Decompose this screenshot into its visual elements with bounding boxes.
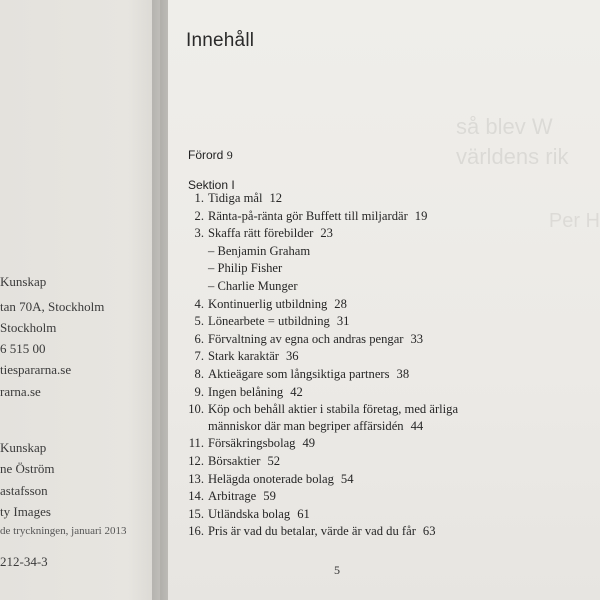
- toc-entry-page: 59: [263, 489, 276, 504]
- toc-entry-page: 28: [334, 296, 347, 311]
- toc-entry: [168, 367, 588, 385]
- left-line-5: tiespararna.se: [0, 362, 72, 377]
- toc-entry-title-text: Aktieägare som långsiktiga partners: [208, 366, 390, 381]
- toc-entry-title-text: Börsaktier: [208, 453, 261, 468]
- toc-entry-title: [208, 226, 333, 241]
- toc-entry-title: [208, 314, 349, 329]
- toc-entry: [168, 349, 588, 367]
- left-line-11: de tryckningen, januari 2013: [0, 525, 127, 537]
- toc-entry-title-text: – Philip Fisher: [208, 261, 283, 276]
- foreword-entry: [188, 148, 233, 163]
- page-title: Innehåll: [186, 30, 255, 51]
- toc-entry-title: [208, 402, 465, 417]
- left-line-10: ty Images: [0, 504, 51, 519]
- toc-entry-number: 10.: [188, 402, 204, 417]
- toc-entry-title-text: Försäkringsbolag: [208, 436, 296, 451]
- toc-entry-page: 12: [269, 191, 283, 205]
- toc-entry-title-text: Förvaltning av egna och andras pengar: [208, 331, 404, 346]
- toc-entry-number: 16.: [188, 524, 204, 539]
- toc-entry-number: 2.: [194, 208, 204, 223]
- toc-entry-number: 1.: [194, 191, 204, 205]
- toc-entry-title-text: Arbitrage: [208, 489, 257, 504]
- bleed-through-text: [456, 112, 600, 172]
- toc-entry: [168, 279, 588, 297]
- toc-entry-title-text: Helägda onoterade bolag: [208, 471, 334, 486]
- toc-entry-page: 44: [410, 418, 424, 433]
- toc-entry-title-text: – Charlie Munger: [208, 278, 298, 293]
- toc-entry-title-text: Tidiga mål: [208, 191, 263, 205]
- left-line-9: astafsson: [0, 483, 48, 498]
- toc-entry: [168, 454, 588, 472]
- toc-entry: [168, 244, 588, 262]
- toc-entry: [168, 419, 588, 437]
- left-line-8: ne Öström: [0, 461, 55, 476]
- bleed-line-2: världens rik: [456, 144, 569, 169]
- foreword-label: Förord: [188, 148, 224, 162]
- toc-entry-page: 33: [410, 331, 424, 346]
- table-of-contents: [168, 191, 588, 542]
- toc-entry-page: 63: [422, 524, 436, 539]
- toc-entry: [168, 226, 588, 244]
- toc-entry-number: 12.: [188, 453, 204, 468]
- toc-entry-page: 19: [414, 208, 428, 223]
- toc-entry-title: [208, 507, 310, 522]
- toc-entry-title: [208, 454, 280, 469]
- toc-entry-number: 4.: [194, 296, 204, 311]
- left-line-6: rarna.se: [0, 384, 41, 399]
- toc-entry-title: [208, 279, 305, 294]
- toc-entry-title-text: Utländska bolag: [208, 506, 291, 521]
- toc-entry: [168, 191, 588, 209]
- toc-entry-number: 7.: [194, 349, 204, 364]
- section-heading: Sektion I: [188, 178, 235, 192]
- left-facing-page: [0, 0, 160, 600]
- toc-entry: [168, 402, 588, 419]
- left-line-12: 212-34-3: [0, 554, 48, 569]
- left-line-4: 6 515 00: [0, 341, 46, 356]
- toc-entry: [168, 472, 588, 490]
- toc-entry-page: 61: [297, 506, 310, 521]
- toc-entry-title: [208, 297, 347, 312]
- toc-entry-title: [208, 472, 353, 487]
- toc-entry-title: [208, 244, 317, 259]
- left-line-2: tan 70A, Stockholm: [0, 299, 105, 314]
- toc-entry: [168, 507, 588, 525]
- toc-entry: [168, 209, 588, 227]
- left-line-7: Kunskap: [0, 440, 47, 455]
- toc-entry-title-text: Skaffa rätt förebilder: [208, 226, 314, 241]
- foreword-page: 9: [226, 148, 233, 162]
- toc-entry-number: 9.: [194, 384, 204, 399]
- toc-entry: [168, 297, 588, 315]
- toc-entry-page: 31: [336, 314, 350, 329]
- toc-entry-title: [208, 489, 276, 504]
- toc-entry-page: 54: [340, 471, 354, 486]
- toc-entry-title: [208, 419, 423, 434]
- toc-entry: [168, 385, 588, 403]
- toc-entry-title: [208, 436, 315, 451]
- toc-entry-title-text: Kontinuerlig utbildning: [208, 296, 328, 311]
- toc-entry-title: [208, 209, 427, 224]
- toc-entry-title: [208, 524, 436, 539]
- toc-entry-title: [208, 367, 409, 382]
- toc-entry-title-text: människor där man begriper affärsidén: [208, 418, 404, 433]
- toc-entry-title-text: Ingen belåning: [208, 384, 284, 399]
- toc-entry: [168, 436, 588, 454]
- toc-entry-title-text: – Benjamin Graham: [208, 243, 311, 258]
- toc-entry-page: 23: [320, 226, 333, 241]
- toc-entry-number: 6.: [194, 331, 204, 346]
- contents-page: [168, 0, 600, 600]
- bleed-line-3: Per H: [548, 210, 600, 232]
- toc-entry-number: 13.: [188, 471, 204, 486]
- toc-entry-page: 38: [396, 366, 410, 381]
- toc-entry: [168, 332, 588, 350]
- toc-entry-title-text: Ränta-på-ränta gör Buffett till miljardär: [208, 208, 408, 223]
- toc-entry-title-text: Stark karaktär: [208, 349, 279, 364]
- toc-entry: [168, 489, 588, 507]
- toc-entry-number: 11.: [188, 436, 204, 451]
- toc-entry-page: 52: [267, 453, 281, 468]
- toc-entry-title: [208, 261, 289, 276]
- toc-entry-number: 15.: [188, 506, 204, 521]
- toc-entry: [168, 524, 588, 542]
- toc-entry: [168, 261, 588, 279]
- toc-entry-number: 14.: [188, 489, 204, 504]
- toc-entry: [168, 314, 588, 332]
- toc-entry-title-text: Köp och behåll aktier i stabila företag, med ärliga: [208, 402, 459, 417]
- toc-entry-title: [208, 349, 299, 364]
- toc-entry-title: [208, 191, 282, 206]
- toc-entry-title: [208, 332, 423, 347]
- left-line-3: Stockholm: [0, 320, 57, 335]
- toc-entry-number: 8.: [194, 366, 204, 381]
- bleed-line-1: så blev W: [456, 114, 553, 139]
- toc-entry-number: 3.: [194, 226, 204, 241]
- toc-entry-number: 5.: [194, 314, 204, 329]
- toc-entry-title: [208, 385, 303, 400]
- toc-entry-page: 42: [290, 384, 303, 399]
- page-number: 5: [334, 563, 340, 577]
- left-line-1: Kunskap: [0, 274, 47, 289]
- toc-entry-page: 49: [302, 436, 316, 451]
- toc-entry-title-text: Pris är vad du betalar, värde är vad du får: [208, 524, 416, 539]
- toc-entry-title-text: Lönearbete = utbildning: [208, 314, 330, 329]
- toc-entry-page: 36: [285, 349, 299, 364]
